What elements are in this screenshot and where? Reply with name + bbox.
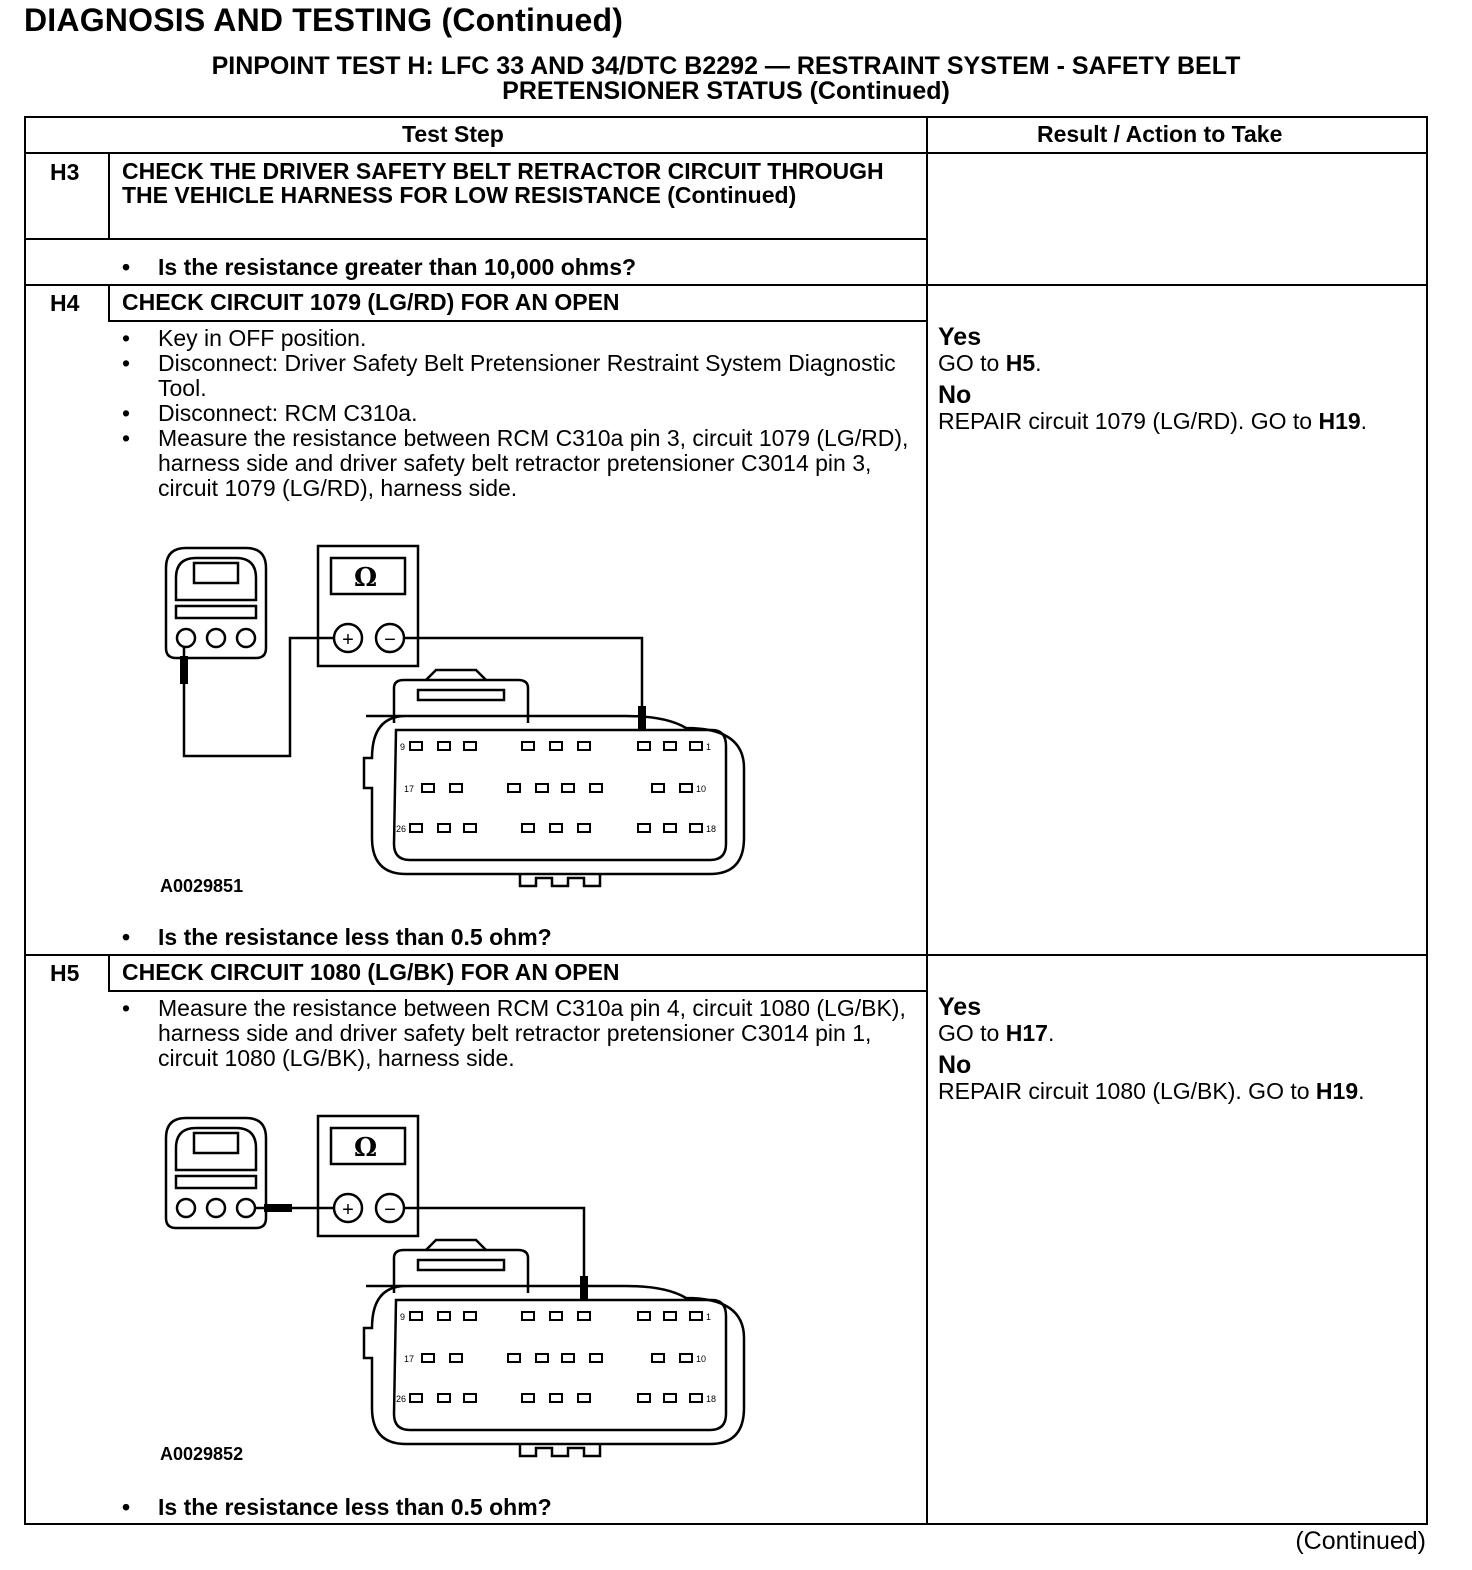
pinpoint-test-title: [0, 54, 1452, 104]
h4-id-divider: [108, 284, 110, 321]
result-yes-action-h4: [938, 350, 1424, 376]
header-divider: [26, 152, 1426, 154]
ohm-symbol: Ω: [354, 1133, 378, 1163]
goto-step-link[interactable]: H17: [1005, 1020, 1048, 1046]
result-no-action-h4: [938, 408, 1424, 434]
h4-circuit-diagram: [156, 538, 756, 898]
pin-label-10: 10: [696, 784, 707, 794]
step-id-h3: H3: [50, 159, 80, 185]
punctuation: .: [1047, 1020, 1055, 1046]
h3-id-divider: [108, 152, 110, 239]
pin-label-1: 1: [706, 742, 712, 752]
result-no-action-text: REPAIR circuit 1080 (LG/BK). GO to: [938, 1078, 1316, 1104]
plus-terminal-label: +: [342, 629, 354, 651]
step-id-h5: H5: [50, 960, 80, 986]
pinpoint-test-title-line1: PINPOINT TEST H: LFC 33 AND 34/DTC B2292 — RESTRAINT SYSTEM - SAFETY BELT: [211, 52, 1241, 80]
pinpoint-test-title-line2: PRETENSIONER STATUS (Continued): [502, 77, 950, 105]
h5-id-divider: [108, 954, 110, 991]
continued-footer: (Continued): [1295, 1527, 1426, 1555]
result-no-action-h5: [938, 1078, 1424, 1104]
minus-terminal-label: −: [384, 1199, 396, 1221]
step-instructions-h4: [122, 326, 912, 501]
pin-label-10: 10: [696, 1354, 707, 1364]
plus-terminal-label: +: [342, 1199, 354, 1221]
goto-step-link[interactable]: H19: [1318, 408, 1361, 434]
pin-label-17: 17: [404, 784, 415, 794]
result-yes-label-h4: Yes: [938, 323, 982, 351]
step-instructions-h5: [122, 996, 912, 1071]
result-no-label-h5: No: [938, 1051, 972, 1079]
step-title-h4: CHECK CIRCUIT 1079 (LG/RD) FOR AN OPEN: [122, 289, 620, 315]
header-test-step: Test Step: [402, 121, 504, 147]
step-question-h4: • Is the resistance less than 0.5 ohm?: [122, 924, 552, 951]
pin-label-9: 9: [400, 1312, 406, 1322]
result-h4: [938, 324, 1424, 440]
step-title-h3: CHECK THE DRIVER SAFETY BELT RETRACTOR CIRCUIT THROUGH THE VEHICLE HARNESS FOR LOW RESISTANCE (Continued): [122, 158, 884, 208]
step-question-h5: • Is the resistance less than 0.5 ohm?: [122, 1494, 552, 1521]
instruction-item: • Disconnect: Driver Safety Belt Pretensioner Restraint System Diagnostic Tool.: [122, 351, 912, 401]
pin-label-26: 26: [396, 1394, 407, 1404]
pin-label-18: 18: [706, 1394, 717, 1404]
result-yes-action-h5: [938, 1020, 1424, 1046]
goto-step-link[interactable]: H5: [1005, 350, 1036, 376]
pin-label-9: 9: [400, 742, 406, 752]
result-yes-action-text: GO to: [938, 1020, 1006, 1046]
pinpoint-test-table: [24, 116, 1428, 1525]
page-title: DIAGNOSIS AND TESTING (Continued): [24, 2, 624, 38]
result-no-action-text: REPAIR circuit 1079 (LG/RD). GO to: [938, 408, 1319, 434]
goto-step-link[interactable]: H19: [1315, 1078, 1359, 1104]
result-yes-label-h5: Yes: [938, 993, 982, 1021]
pin-label-26: 26: [396, 824, 407, 834]
pin-label-17: 17: [404, 1354, 415, 1364]
h5-circuit-diagram: [156, 1108, 756, 1468]
h5-title-divider: [108, 990, 926, 992]
figure-id-h4: A0029851: [160, 876, 244, 896]
ohm-symbol: Ω: [354, 563, 378, 593]
result-yes-action-text: GO to: [938, 350, 1006, 376]
h3-title-divider: [26, 238, 926, 240]
punctuation: .: [1360, 408, 1368, 434]
h4-title-divider: [108, 320, 926, 322]
step-id-h4: H4: [50, 290, 80, 316]
instruction-item: • Measure the resistance between RCM C310a pin 3, circuit 1079 (LG/RD), harness side and driver safety belt retractor pretensioner C3014 pin 3, circuit 1079 (LG/RD), harness side.: [122, 426, 912, 501]
step-question-h3: • Is the resistance greater than 10,000 ohms?: [122, 254, 636, 281]
instruction-item: • Key in OFF position.: [122, 326, 912, 351]
header-result-action: Result / Action to Take: [1037, 121, 1283, 147]
figure-id-h5: A0029852: [160, 1444, 244, 1464]
result-h5: [938, 994, 1424, 1110]
result-no-label-h4: No: [938, 381, 972, 409]
column-divider: [926, 118, 928, 1523]
step-title-h5: CHECK CIRCUIT 1080 (LG/BK) FOR AN OPEN: [122, 959, 620, 985]
h4-bottom: [26, 954, 1426, 956]
punctuation: .: [1035, 350, 1042, 376]
instruction-item: • Disconnect: RCM C310a.: [122, 401, 912, 426]
pin-label-1: 1: [706, 1312, 712, 1322]
punctuation: .: [1358, 1078, 1365, 1104]
instruction-item: • Measure the resistance between RCM C310a pin 4, circuit 1080 (LG/BK), harness side and driver safety belt retractor pretensioner C3014 pin 1, circuit 1080 (LG/BK), harness side.: [122, 996, 912, 1071]
minus-terminal-label: −: [384, 629, 396, 651]
pin-label-18: 18: [706, 824, 717, 834]
h3-bottom: [26, 284, 1426, 286]
